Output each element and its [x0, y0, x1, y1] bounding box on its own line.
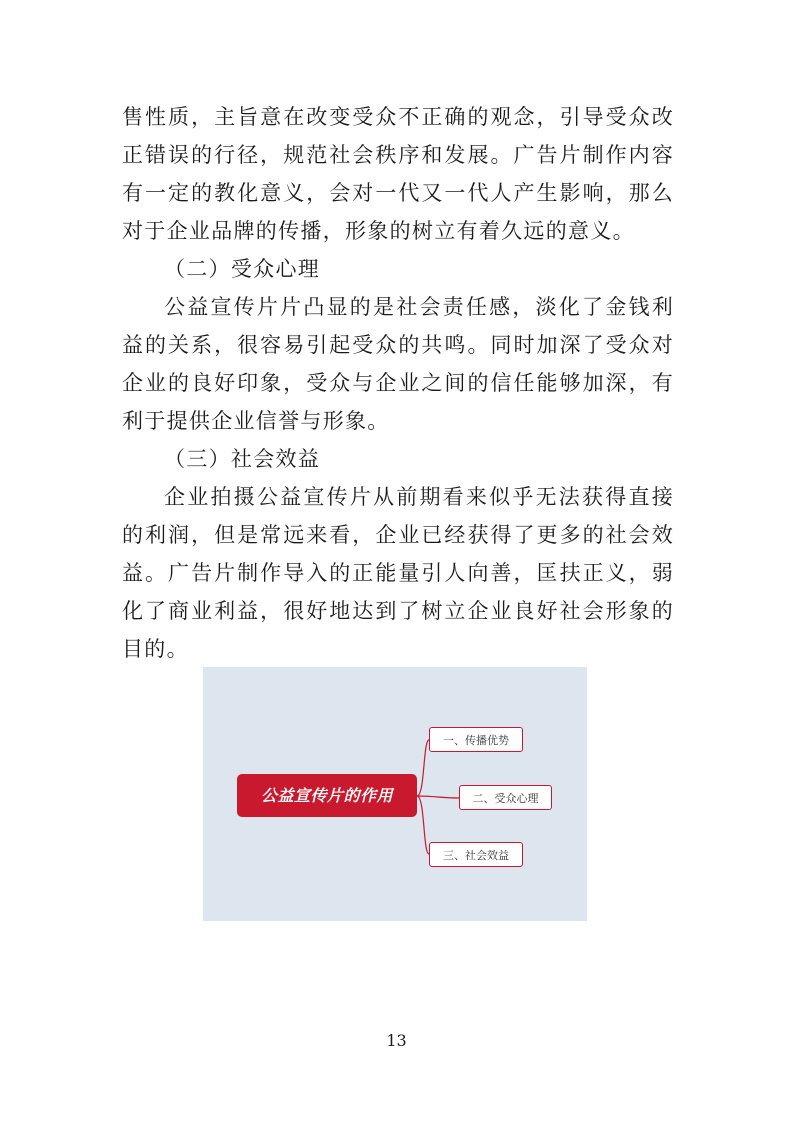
body-text	[122, 98, 674, 668]
section-heading-social-benefit: （三）社会效益	[164, 447, 321, 471]
connector-branch-1	[417, 740, 429, 796]
mindmap-figure	[203, 667, 587, 921]
connector-branch-2	[417, 796, 459, 798]
mindmap-branch-audience-psychology: 二、受众心理	[459, 785, 552, 810]
paragraph-audience-psychology: 公益宣传片片凸显的是社会责任感，淡化了金钱利益的关系，很容易引起受众的共鸣。同时加深了受众对企业的良好印象，受众与企业之间的信任能够加深，有利于提供企业信誉与形象。	[122, 295, 674, 433]
paragraph-social-benefit: 企业拍摄公益宣传片从前期看来似乎无法获得直接的利润，但是常远来看，企业已经获得了更多的社会效益。广告片制作导入的正能量引人向善，匡扶正义，弱化了商业利益，很好地达到了树立企业良好社会形象的目的。	[122, 485, 674, 661]
section-heading-audience-psychology: （二）受众心理	[164, 257, 321, 281]
connector-branch-3	[417, 796, 429, 854]
mindmap-central-node: 公益宣传片的作用	[237, 774, 417, 817]
mindmap-branch-social-benefit: 三、社会效益	[429, 842, 523, 867]
paragraph-continued: 售性质，主旨意在改变受众不正确的观念，引导受众改正错误的行径，规范社会秩序和发展。广告片制作内容有一定的教化意义，会对一代又一代人产生影响，那么对于企业品牌的传播，形象的树立有着久远的意义。	[122, 105, 674, 243]
mindmap-branch-spread-advantage: 一、传播优势	[429, 727, 523, 752]
page-number: 13	[386, 1031, 407, 1050]
